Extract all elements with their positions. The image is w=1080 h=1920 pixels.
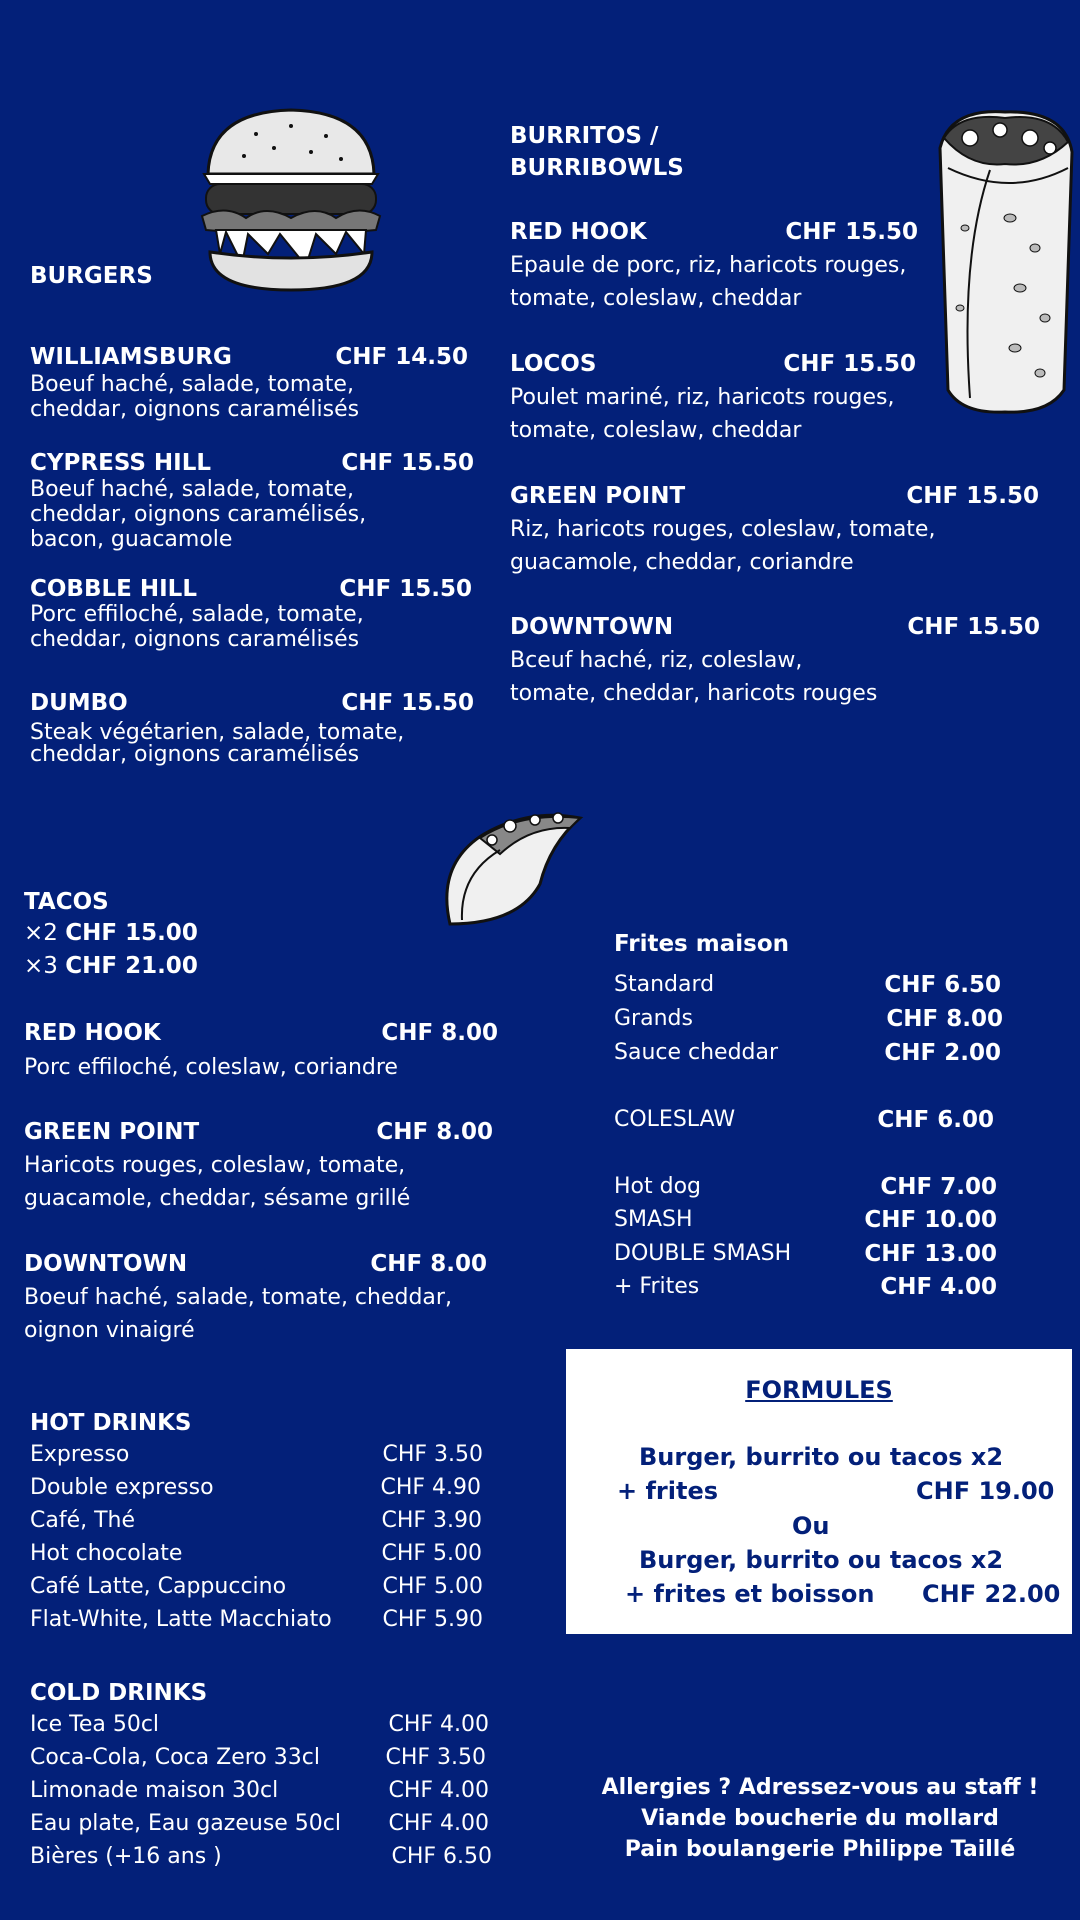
item-price: CHF 3.50 <box>382 1442 483 1467</box>
burger-item-cypress-hill <box>30 449 474 477</box>
item-price: CHF 15.50 <box>341 690 474 716</box>
desc-line: cheddar, oignons caramélisés <box>30 627 360 652</box>
side-item <box>614 1174 997 1200</box>
item-price: CHF 15.50 <box>785 219 918 245</box>
desc-line: Boeuf haché, salade, tomate, cheddar, <box>24 1285 452 1310</box>
drink-item <box>30 1712 489 1737</box>
drink-item <box>30 1811 489 1836</box>
formules-title: FORMULES <box>745 1376 893 1404</box>
side-item <box>614 1241 997 1267</box>
item-price: CHF 8.00 <box>381 1020 498 1046</box>
formula-price: CHF 22.00 <box>922 1580 1061 1608</box>
item-name: Hot chocolate <box>30 1541 183 1566</box>
burrito-illustration <box>930 108 1080 418</box>
desc-line: bacon, guacamole <box>30 527 233 552</box>
item-name: Limonade maison 30cl <box>30 1778 279 1803</box>
item-price: CHF 4.00 <box>388 1712 489 1737</box>
desc-line: cheddar, oignons caramélisés, <box>30 502 367 527</box>
item-name: Coca-Cola, Coca Zero 33cl <box>30 1745 320 1770</box>
drink-item <box>30 1475 481 1500</box>
desc-line: Haricots rouges, coleslaw, tomate, <box>24 1153 406 1178</box>
side-item <box>614 1107 994 1133</box>
burritos-title <box>510 120 684 184</box>
item-price: CHF 15.50 <box>906 483 1039 509</box>
item-price: CHF 4.00 <box>388 1811 489 1836</box>
item-price: CHF 14.50 <box>335 344 468 370</box>
item-name: Double expresso <box>30 1475 214 1500</box>
side-item <box>614 1006 1003 1032</box>
item-description <box>24 1281 452 1347</box>
item-description <box>510 513 935 579</box>
price: CHF 21.00 <box>65 953 198 979</box>
desc-line: Bceuf haché, riz, coleslaw, <box>510 648 803 673</box>
item-name: Ice Tea 50cl <box>30 1712 160 1737</box>
side-item <box>614 1040 1001 1066</box>
item-name: COLESLAW <box>614 1107 736 1132</box>
price: CHF 15.00 <box>65 920 198 946</box>
item-name: Eau plate, Eau gazeuse 50cl <box>30 1811 342 1836</box>
formula-line: + frites et boisson <box>625 1580 875 1608</box>
drink-item <box>30 1607 483 1632</box>
footer-line: Allergies ? Adressez-vous au staff ! <box>601 1775 1039 1800</box>
formula-line: Burger, burrito ou tacos x2 <box>639 1546 1004 1574</box>
item-name: DOUBLE SMASH <box>614 1241 792 1266</box>
desc-line: Porc effiloché, salade, tomate, <box>30 602 364 627</box>
item-price: CHF 13.00 <box>864 1241 997 1267</box>
item-price: CHF 3.50 <box>385 1745 486 1770</box>
item-name: CYPRESS HILL <box>30 450 212 476</box>
desc-line: Riz, haricots rouges, coleslaw, tomate, <box>510 517 936 542</box>
item-price: CHF 3.90 <box>381 1508 482 1533</box>
quantity-label: ×3 <box>24 953 58 979</box>
item-description <box>30 477 366 552</box>
desc-line: cheddar, oignons caramélisés <box>30 742 360 767</box>
item-price: CHF 6.50 <box>391 1844 492 1869</box>
hot-drinks-title: HOT DRINKS <box>30 1410 192 1436</box>
item-name: Café, Thé <box>30 1508 136 1533</box>
desc-line: Boeuf haché, salade, tomate, <box>30 372 354 397</box>
item-description <box>24 1149 410 1215</box>
drink-item <box>30 1442 483 1467</box>
item-price: CHF 4.00 <box>880 1274 997 1300</box>
item-name: Café Latte, Cappuccino <box>30 1574 287 1599</box>
item-price: CHF 10.00 <box>864 1207 997 1233</box>
desc-line: tomate, coleslaw, cheddar <box>510 286 802 311</box>
drink-item <box>30 1745 486 1770</box>
title-line: BURRITOS / <box>510 123 659 149</box>
item-price: CHF 5.00 <box>381 1541 482 1566</box>
burger-item-williamsburg <box>30 343 468 371</box>
burger-illustration <box>196 104 386 294</box>
item-price: CHF 6.50 <box>884 972 1001 998</box>
item-name: WILLIAMSBURG <box>30 344 232 370</box>
sides-title: Frites maison <box>614 931 789 957</box>
formula-price: CHF 19.00 <box>916 1477 1055 1505</box>
item-price: CHF 4.00 <box>388 1778 489 1803</box>
item-price: CHF 8.00 <box>886 1006 1003 1032</box>
taco-illustration <box>440 804 585 930</box>
item-price: CHF 15.50 <box>783 351 916 377</box>
taco-item-red-hook <box>24 1019 498 1047</box>
item-price: CHF 5.90 <box>382 1607 483 1632</box>
taco-item-green-point <box>24 1118 493 1146</box>
burger-item-cobble-hill <box>30 575 472 603</box>
drink-item <box>30 1541 482 1566</box>
item-description <box>30 372 359 422</box>
side-item <box>614 1274 997 1300</box>
item-name: COBBLE HILL <box>30 576 197 602</box>
item-description <box>30 602 364 652</box>
formula-or: Ou <box>792 1512 830 1540</box>
item-name: SMASH <box>614 1207 693 1232</box>
item-description <box>510 644 877 710</box>
item-name: Hot dog <box>614 1174 702 1199</box>
desc-line: Epaule de porc, riz, haricots rouges, <box>510 253 907 278</box>
desc-line: guacamole, cheddar, coriandre <box>510 550 854 575</box>
item-price: CHF 8.00 <box>376 1119 493 1145</box>
burgers-title: BURGERS <box>30 263 153 289</box>
item-price: CHF 15.50 <box>907 614 1040 640</box>
item-name: + Frites <box>614 1274 700 1299</box>
item-name: GREEN POINT <box>510 483 686 509</box>
item-price: CHF 5.00 <box>382 1574 483 1599</box>
quantity-label: ×2 <box>24 920 58 946</box>
desc-line: tomate, cheddar, haricots rouges <box>510 681 878 706</box>
footer-line: Pain boulangerie Philippe Taillé <box>624 1837 1016 1862</box>
desc-line: oignon vinaigré <box>24 1318 195 1343</box>
desc-line: Steak végétarien, salade, tomate, <box>30 720 405 745</box>
item-name: DOWNTOWN <box>510 614 674 640</box>
desc-line: tomate, coleslaw, cheddar <box>510 418 802 443</box>
cold-drinks-title: COLD DRINKS <box>30 1680 208 1706</box>
burger-item-dumbo <box>30 689 474 717</box>
item-price: CHF 15.50 <box>341 450 474 476</box>
drink-item <box>30 1778 489 1803</box>
item-name: Grands <box>614 1006 693 1031</box>
desc-line: Porc effiloché, coleslaw, coriandre <box>24 1055 398 1080</box>
desc-line: cheddar, oignons caramélisés <box>30 397 360 422</box>
item-name: DOWNTOWN <box>24 1251 188 1277</box>
item-price: CHF 6.00 <box>877 1107 994 1133</box>
item-price: CHF 2.00 <box>884 1040 1001 1066</box>
item-description <box>510 249 906 315</box>
taco-item-downtown <box>24 1250 487 1278</box>
desc-line: Poulet mariné, riz, haricots rouges, <box>510 385 895 410</box>
item-name: GREEN POINT <box>24 1119 200 1145</box>
item-price: CHF 15.50 <box>339 576 472 602</box>
side-item <box>614 1207 997 1233</box>
title-line: BURRIBOWLS <box>510 155 684 181</box>
item-description <box>30 722 404 766</box>
item-name: Standard <box>614 972 715 997</box>
item-name: Sauce cheddar <box>614 1040 779 1065</box>
tacos-title: TACOS <box>24 889 109 915</box>
desc-line: guacamole, cheddar, sésame grillé <box>24 1186 411 1211</box>
item-name: Expresso <box>30 1442 130 1467</box>
item-name: RED HOOK <box>510 219 647 245</box>
burrito-item-downtown <box>510 613 1040 641</box>
footer-line: Viande boucherie du mollard <box>641 1806 999 1831</box>
drink-item <box>30 1508 482 1533</box>
footer-notes <box>560 1772 1080 1865</box>
item-name: LOCOS <box>510 351 597 377</box>
tacos-x3-price <box>24 953 198 979</box>
drink-item <box>30 1574 483 1599</box>
item-price: CHF 4.90 <box>380 1475 481 1500</box>
item-description <box>510 381 895 447</box>
formules-box <box>566 1349 1072 1634</box>
item-description <box>24 1051 398 1084</box>
item-name: Bières (+16 ans ) <box>30 1844 222 1869</box>
tacos-x2-price <box>24 920 198 946</box>
item-name: Flat-White, Latte Macchiato <box>30 1607 332 1632</box>
item-name: DUMBO <box>30 690 128 716</box>
item-name: RED HOOK <box>24 1020 161 1046</box>
burrito-item-green-point <box>510 482 1039 510</box>
burrito-item-red-hook <box>510 218 918 246</box>
side-item <box>614 972 1001 998</box>
drink-item <box>30 1844 492 1869</box>
burrito-item-locos <box>510 350 916 378</box>
desc-line: Boeuf haché, salade, tomate, <box>30 477 354 502</box>
formula-line: Burger, burrito ou tacos x2 <box>639 1443 1004 1471</box>
item-price: CHF 7.00 <box>880 1174 997 1200</box>
item-price: CHF 8.00 <box>370 1251 487 1277</box>
formula-line: + frites <box>617 1477 719 1505</box>
